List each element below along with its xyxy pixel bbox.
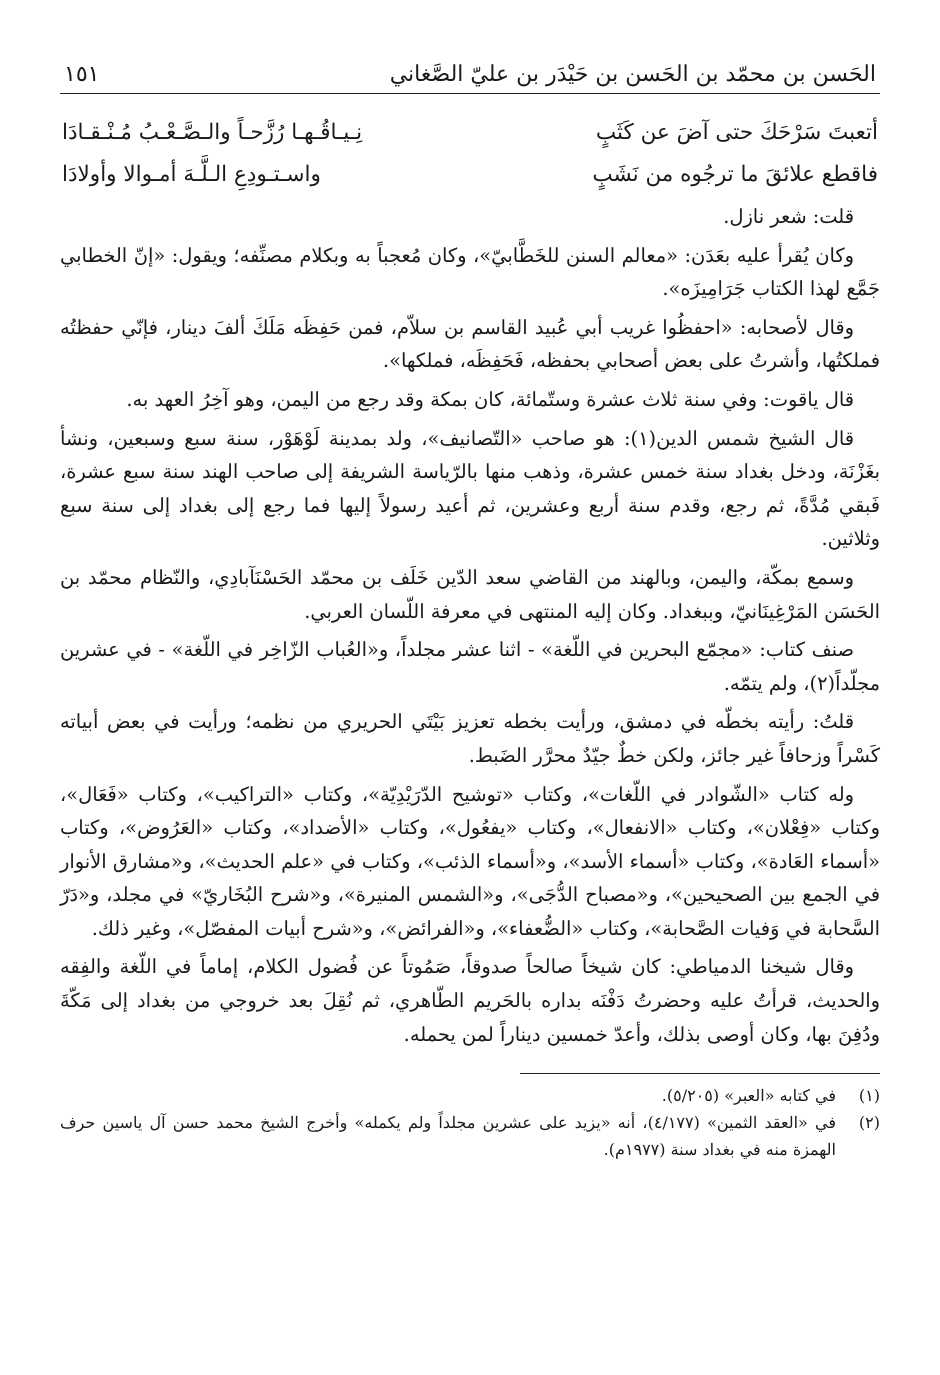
paragraph: قال الشيخ شمس الدين(١): هو صاحب «التّصانيف»، ولد بمدينة لَوْهَوْر، سنة سبع وسبعين، ونشأ بغَزْنَة، ودخل بغداد سنة خمس عشرة، وذهب منها بالرّياسة الشريفة إلى صاحب الهند سنة سبع عشرة، فَبقي مُدَّةً، ثم رجع، وقدم سنة أربع وعشرين، ثم أعيد رسولاً إليها فما رجع إلى بغداد إلى سنة سبع وثلاثين.	[60, 426, 880, 551]
verse-hemistich-first: فاقطع علائقَ ما ترجُوه من نَشَبٍ	[592, 162, 878, 187]
footnote-number: (٢)	[858, 1113, 880, 1133]
footnote-text: في كتابه «العبر» (٥/٢٠٥).	[661, 1086, 836, 1106]
footnote	[60, 1109, 880, 1163]
running-header	[60, 62, 880, 94]
paragraph: قال ياقوت: وفي سنة ثلاث عشرة وستّمائة، كان بمكة وقد رجع من اليمن، وهو آخِرُ العهد به.	[126, 387, 854, 411]
paragraph: وله كتاب «الشّوادر في اللّغات»، وكتاب «توشيح الدّرَيْدِيّة»، وكتاب «التراكيب»، وكتاب «فَعَال»، وكتاب «فِعْلان»، وكتاب «الانفعال»، وكتاب «يفعُول»، وكتاب «الأضداد»، وكتاب «العَرُوض»، وكتاب «أسماء العَادة»، وكتاب «أسماء الأسد»، و«أسماء الذئب»، وكتاب في «علم الحديث»، و«مشارق الأنوار في الجمع بين الصحيحين»، و«مصباح الدُّجَى»، و«الشمس المنيرة»، و«شرح البُخَاريّ» في مجلد، و«دَرّ السَّحابة في وَفيات الصَّحابة»، وكتاب «الضُّعفاء»، و«الفرائض»، و«شرح أبيات المفصّل»، وغير ذلك.	[60, 782, 880, 940]
paragraph: قلت: شعر نازل.	[723, 205, 854, 228]
paragraph: صنف كتاب: «مجمّع البحرين في اللّغة» - اثنا عشر مجلداً، و«العُباب الزّاخِر في اللّغة» - في عشرين مجلّداً(٢)، ولم يتمّه.	[60, 638, 880, 695]
verse-line	[60, 154, 880, 196]
footnotes	[60, 1082, 880, 1163]
paragraph: قلتُ: رأيته بخطّه في دمشق، ورأيت بخطه تعزيز بَيْتَي الحريري من نظمه؛ ورأيت في بعض أبياته كَسْراً وزحافاً غير جائز، ولكن خطٌ جيّدٌ محرَّر الضَبط.	[60, 710, 880, 767]
verse-hemistich-first: أتعبتَ سَرْحَكَ حتى آضَ عن كَثَبٍ	[595, 120, 878, 145]
paragraph: وقال شيخنا الدمياطي: كان شيخاً صالحاً صدوقاً، صَمُوتاً عن فُضول الكلام، إماماً في اللّغة والفِقه والحديث، قرأتُ عليه وحضرتُ دَفْنَه بداره بالحَريم الطّاهري، ثم نُقِلَ بعد خروجي من بغداد إلى مَكّةَ ودُفِنَ بها، وكان أوصى بذلك، وأعدّ خمسين ديناراً لمن يحمله.	[60, 955, 880, 1046]
paragraph: وسمع بمكّة، واليمن، وبالهند من القاضي سعد الدّين خَلَف بن محمّد الحَسْنَآبادِي، والنّظام محمّد بن الحَسَن المَرْغِينَانيّ، وببغداد. وكان إليه المنتهى في معرفة اللّسان العربي.	[60, 565, 880, 623]
running-title: الحَسن بن محمّد بن الحَسن بن حَيْدَر بن عليّ الصَّغاني	[389, 62, 876, 87]
footnote-number: (١)	[858, 1086, 880, 1106]
body-text	[60, 200, 880, 1051]
poem-verses	[60, 112, 880, 196]
footnote-text: في «العقد الثمين» (٤/١٧٧)، أنه «يزيد على عشرين مجلداً ولم يكمله» وأخرج الشيخ محمد حسن آل ياسين حرف الهمزة منه في بغداد سنة (١٩٧٧م).	[60, 1113, 837, 1160]
page-number: ١٥١	[64, 62, 100, 87]
paragraph: وقال لأصحابه: «احفظُوا غريب أبي عُبيد القاسم بن سلاّم، فمن حَفِظَه مَلَكَ ألفَ دينار، فإنّي حفظتُه فملكتُها، وأشرتُ على بعض أصحابي بحفظه، فَحَفِظَه، فملكها».	[60, 315, 880, 373]
paragraph: وكان يُقرأ عليه بعَدَن: «معالم السنن للخَطَّابيّ»، وكان مُعجباً به وبكلام مصنِّفه؛ ويقول: «إنّ الخطابي جَمَّع لهذا الكتاب جَرَامِيزَه».	[60, 243, 880, 301]
verse-line	[60, 112, 880, 154]
footnote	[60, 1082, 880, 1109]
verse-hemistich-second: واسـتـودِعِ الـلَّـهَ أمـوالا وأولادَا	[62, 162, 321, 187]
verse-hemistich-second: نِـيـاقُـهـا رُزَّحـاً والـصَّـعْـبُ مُـنْـقـادَا	[62, 120, 363, 145]
footnote-separator	[520, 1073, 880, 1074]
